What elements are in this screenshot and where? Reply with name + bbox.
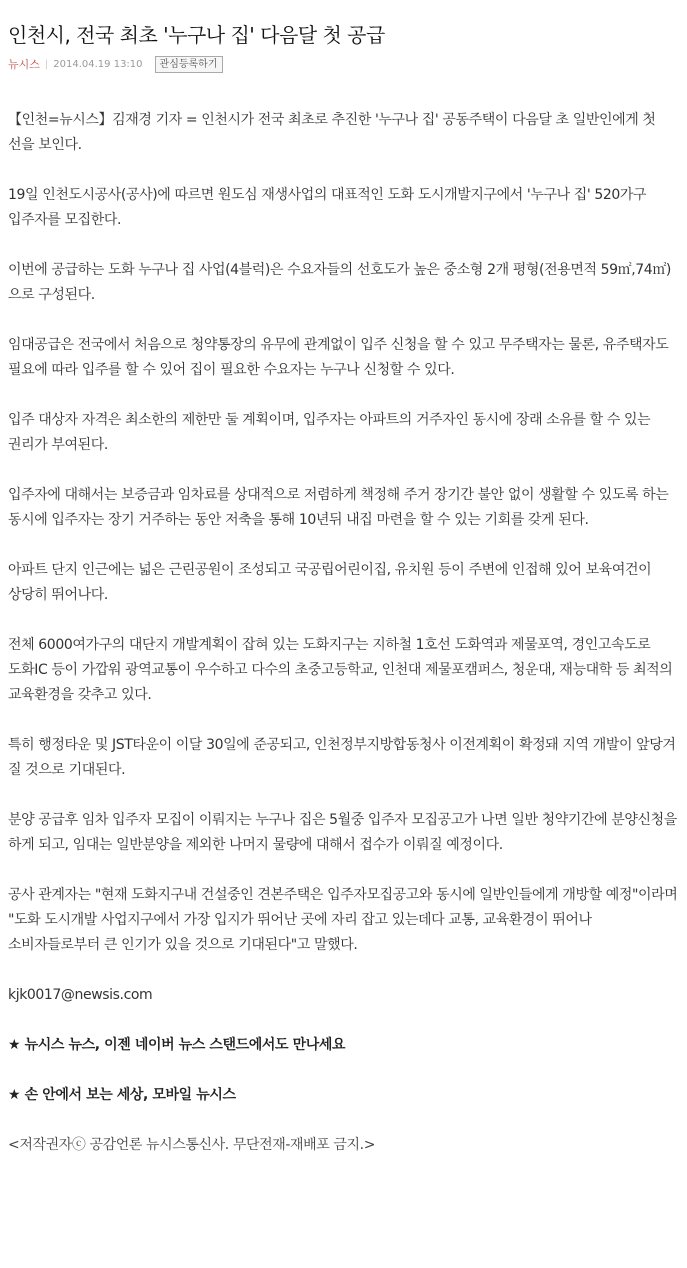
paragraph: 입주자에 대해서는 보증금과 임차료를 상대적으로 저렴하게 책정해 주거 장기간 불안 없이 생활할 수 있도록 하는 동시에 입주자는 장기 거주하는 동안 저축을 통해 10년뒤 내집 마련을 할 수 있는 기회를 갖게 된다. [8, 487, 669, 528]
paragraph: 특히 행정타운 및 JST타운이 이달 30일에 준공되고, 인천정부지방합동청사 이전계획이 확정돼 지역 개발이 앞당겨 질 것으로 기대된다. [8, 737, 676, 778]
article-meta [8, 54, 678, 74]
paragraph: 전체 6000여가구의 대단지 개발계획이 잡혀 있는 도화지구는 지하철 1호선 도화역과 제물포역, 경인고속도로 도화IC 등이 가깝워 광역교통이 우수하고 다수의 초중고등학교, 인천대 제물포캠퍼스, 청운대, 재능대학 등 최적의 교육환경을 갖추고 있다. [8, 637, 673, 703]
article-body [8, 108, 678, 1158]
promo-mobile-link[interactable]: ★ 손 안에서 보는 세상, 모바일 뉴시스 [8, 1087, 236, 1103]
paragraph: 이번에 공급하는 도화 누구나 집 사업(4블럭)은 수요자들의 선호도가 높은 중소형 2개 평형(전용면적 59㎡,74㎡)으로 구성된다. [8, 262, 671, 303]
source-name[interactable]: 뉴시스 [8, 58, 40, 71]
paragraph: 임대공급은 전국에서 처음으로 청약통장의 유무에 관계없이 입주 신청을 할 수 있고 무주택자는 물론, 유주택자도 필요에 따라 입주를 할 수 있어 집이 필요한 수요자는 누구나 신청할 수 있다. [8, 337, 669, 378]
paragraph: 아파트 단지 인근에는 넓은 근린공원이 조성되고 국공립어린이집, 유치원 등이 주변에 인접해 있어 보육여건이 상당히 뛰어나다. [8, 562, 652, 603]
paragraph: 공사 관계자는 "현재 도화지구내 건설중인 견본주택은 입주자모집공고와 동시에 일반인들에게 개방할 예정"이라며 "도화 도시개발 사업지구에서 가장 입지가 뛰어난 곳에 자리 잡고 있는데다 교통, 교육환경이 뛰어나 소비자들로부터 큰 인기가 있을 것으로 기대된다"고 말했다. [8, 887, 678, 953]
paragraph: 입주 대상자 자격은 최소한의 제한만 둘 계획이며, 입주자는 아파트의 거주자인 동시에 장래 소유를 할 수 있는 권리가 부여된다. [8, 412, 651, 453]
meta-separator: | [44, 58, 49, 70]
article-headline: 인천시, 전국 최초 '누구나 집' 다음달 첫 공급 [8, 23, 385, 47]
paragraph: 분양 공급후 임차 입주자 모집이 이뤄지는 누구나 집은 5월중 입주자 모집공고가 나면 일반 청약기간에 분양신청을 하게 되고, 임대는 일반분양을 제외한 나머지 물량에 대해서 접수가 이뤄질 예정이다. [8, 812, 677, 853]
copyright-notice: <저작권자ⓒ 공감언론 뉴시스통신사. 무단전재-재배포 금지.> [8, 1137, 376, 1153]
reporter-email[interactable]: kjk0017@newsis.com [8, 987, 153, 1003]
paragraph: 【인천=뉴시스】김재경 기자 = 인천시가 전국 최초로 추진한 '누구나 집' 공동주택이 다음달 초 일반인에게 첫 선을 보인다. [8, 112, 656, 153]
paragraph: 19일 인천도시공사(공사)에 따르면 원도심 재생사업의 대표적인 도화 도시개발지구에서 '누구나 집' 520가구 입주자를 모집한다. [8, 187, 647, 228]
publish-date: 2014.04.19 13:10 [53, 58, 143, 70]
add-favorite-button[interactable]: 관심등록하기 [155, 56, 223, 73]
promo-newsstand-link[interactable]: ★ 뉴시스 뉴스, 이젠 네이버 뉴스 스탠드에서도 만나세요 [8, 1037, 346, 1053]
